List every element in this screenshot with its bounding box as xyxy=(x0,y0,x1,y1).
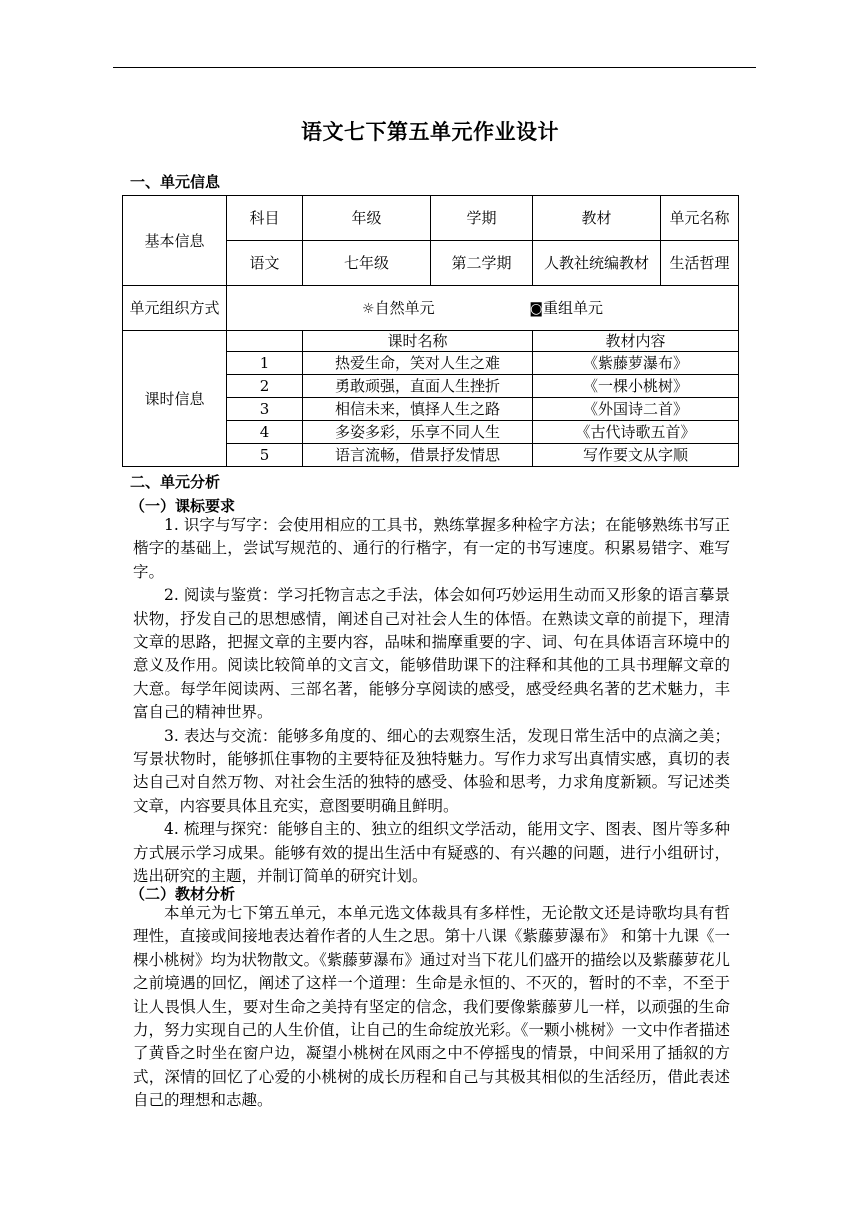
header-unit-name: 单元名称 xyxy=(661,196,739,241)
value-term: 第二学期 xyxy=(431,241,533,286)
lesson-content: 《一棵小桃树》 xyxy=(533,375,739,398)
lesson-name-header: 课时名称 xyxy=(303,331,533,352)
requirement-paragraph: 4. 梳理与探究：能够自主的、独立的组织文学活动，能用文字、图表、图片等多种方式展示学习成果。能够有效的提出生活中有疑惑的、有兴趣的问题，进行小组研讨，选出研究的主题，并制订简单的研究计划。 xyxy=(133,820,730,886)
lesson-content-header: 教材内容 xyxy=(533,331,739,352)
natural-unit-label: 自然单元 xyxy=(374,298,435,317)
lesson-name: 勇敢顽强，直面人生挫折 xyxy=(303,375,533,398)
lesson-no: 2 xyxy=(227,375,303,398)
lesson-no: 3 xyxy=(227,398,303,421)
header-subject: 科目 xyxy=(227,196,303,241)
header-term: 学期 xyxy=(431,196,533,241)
lesson-info-label: 课时信息 xyxy=(123,331,227,467)
regrouped-unit-option[interactable] xyxy=(529,298,603,319)
lesson-no: 5 xyxy=(227,444,303,467)
value-grade: 七年级 xyxy=(303,241,431,286)
lesson-no-header-empty xyxy=(227,331,303,352)
lesson-content: 《紫藤萝瀑布》 xyxy=(533,352,739,375)
org-method-label: 单元组织方式 xyxy=(123,286,227,331)
textbook-analysis-heading: （二）教材分析 xyxy=(130,885,236,903)
selected-radio-icon: ◙ xyxy=(529,300,543,317)
regrouped-unit-label: 重组单元 xyxy=(542,298,603,317)
section-unit-analysis-heading: 二、单元分析 xyxy=(130,473,221,491)
value-unit-name: 生活哲理 xyxy=(661,241,739,286)
value-subject: 语文 xyxy=(227,241,303,286)
value-textbook: 人教社统编教材 xyxy=(533,241,661,286)
lesson-name: 相信未来，慎择人生之路 xyxy=(303,398,533,421)
requirement-paragraph: 3. 表达与交流：能够多角度的、细心的去观察生活，发现日常生活中的点滴之美；写景状物时，能够抓住事物的主要特征及独特魅力。写作力求写出真情实感，真切的表达自己对自然万物、对社会生活的独特的感受、体验和思考，力求角度新颖。写记述类文章，内容要具体且充实，意图要明确且鲜明。 xyxy=(133,726,730,815)
requirement-paragraph: 1. 识字与写字：会使用相应的工具书，熟练掌握多种检字方法；在能够熟练书写正楷字的基础上，尝试写规范的、通行的行楷字，有一定的书写速度。积累易错字、难写字。 xyxy=(133,516,730,581)
document-title: 语文七下第五单元作业设计 xyxy=(301,119,559,144)
analysis-paragraph: 本单元为七下第五单元，本单元选文体裁具有多样性，无论散文还是诗歌均具有哲理性，直接或间接地表达着作者的人生之思。第十八课《紫藤萝瀑布》 和第十九课《一棵小桃树》均为状物散文。《紫藤萝瀑布》通过对当下花儿们盛开的描绘以及紫藤萝花儿之前境遇的回忆，阐述了这样一个道理：生命是永恒的、不灭的，暂时的不幸，不至于让人畏惧人生，要对生命之美持有坚定的信念，我们要像紫藤萝儿一样，以顽强的生命力，努力实现自己的人生价值，让自己的生命绽放光彩。《一颗小桃树》一文中作者描述了黄昏之时坐在窗户边，凝望小桃树在风雨之中不停摇曳的情景，中间采用了插叙的方式，深情的回忆了心爱的小桃树的成长历程和自己与其极其相似的生活经历，借此表述自己的理想和志趣。 xyxy=(133,904,730,1110)
unit-info-table xyxy=(122,195,739,467)
header-textbook: 教材 xyxy=(533,196,661,241)
org-method-options xyxy=(227,286,739,331)
lesson-name: 语言流畅，借景抒发情思 xyxy=(303,444,533,467)
basic-info-label: 基本信息 xyxy=(123,196,227,286)
header-rule xyxy=(113,67,756,68)
natural-unit-option[interactable] xyxy=(362,298,435,319)
lesson-content: 《古代诗歌五首》 xyxy=(533,421,739,444)
curriculum-requirements-body xyxy=(133,514,730,889)
header-grade: 年级 xyxy=(303,196,431,241)
curriculum-requirements-heading: （一）课标要求 xyxy=(130,497,236,515)
requirement-paragraph: 2. 阅读与鉴赏：学习托物言志之手法，体会如何巧妙运用生动而又形象的语言摹景状物，抒发自己的思想感情，阐述自己对社会人生的体悟。在熟读文章的前提下，理清文章的思路，把握文章的主要内容，品味和揣摩重要的字、词、句在具体语言环境中的意义及作用。阅读比较简单的文言文，能够借助课下的注释和其他的工具书理解文章的大意。每学年阅读两、三部名著，能够分享阅读的感受，感受经典名著的艺术魅力，丰富自己的精神世界。 xyxy=(133,586,730,722)
section-unit-info-heading: 一、单元信息 xyxy=(130,173,221,191)
lesson-content: 《外国诗二首》 xyxy=(533,398,739,421)
lesson-name: 多姿多彩，乐享不同人生 xyxy=(303,421,533,444)
lesson-no: 1 xyxy=(227,352,303,375)
lesson-name: 热爱生命，笑对人生之难 xyxy=(303,352,533,375)
textbook-analysis-body xyxy=(133,902,730,1113)
lesson-content: 写作要文从字顺 xyxy=(533,444,739,467)
lesson-no: 4 xyxy=(227,421,303,444)
sun-radio-icon: ☼ xyxy=(362,300,375,317)
